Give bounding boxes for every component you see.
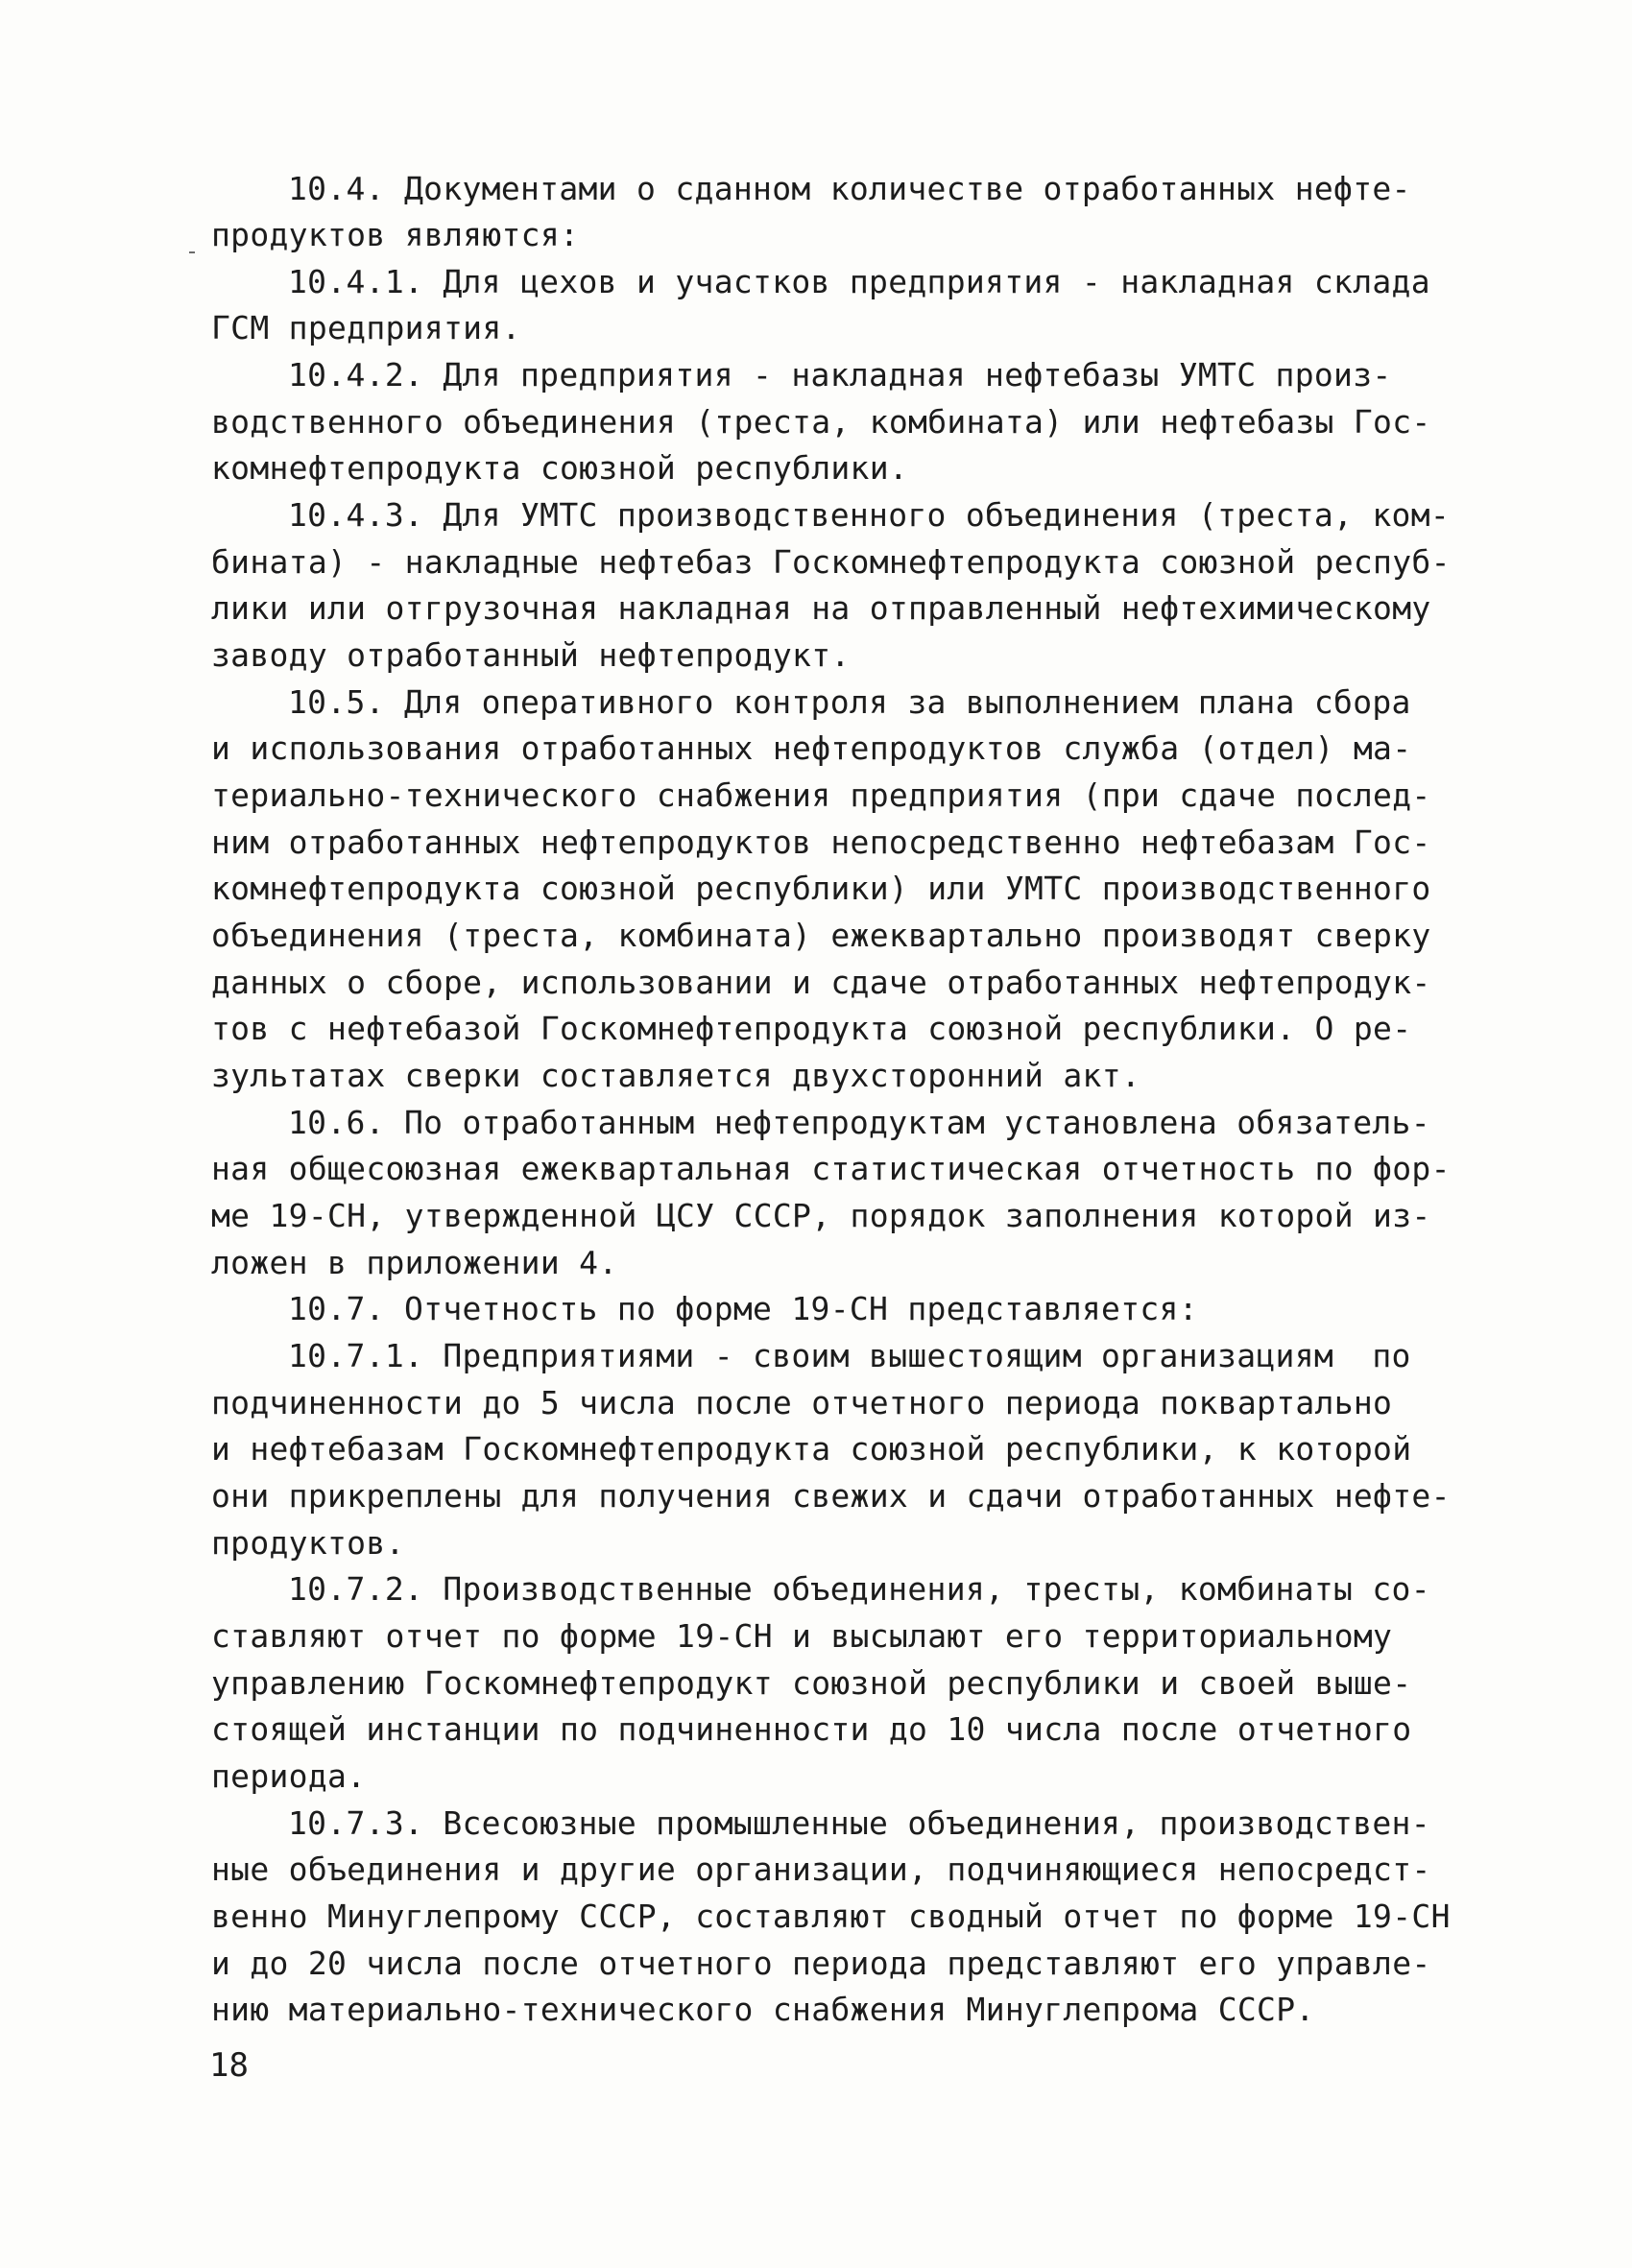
text-line: и использования отработанных нефтепродуктов служба (отдел) ма- [211, 729, 1412, 767]
text-line: стоящей инстанции по подчиненности до 10 числа после отчетного [211, 1710, 1412, 1748]
text-line: ГСМ предприятия. [211, 309, 521, 346]
text-line: бината) - накладные нефтебаз Госкомнефтепродукта союзной респуб- [211, 543, 1451, 581]
text-line: водственного объединения (треста, комбината) или нефтебазы Гос- [211, 403, 1431, 441]
text-line: заводу отработанный нефтепродукт. [211, 636, 851, 674]
text-line: и до 20 числа после отчетного периода представляют его управле- [211, 1945, 1431, 1982]
text-line: лики или отгрузочная накладная на отправленный нефтехимическому [211, 589, 1431, 627]
text-line: тов с нефтебазой Госкомнефтепродукта союзной республики. О ре- [211, 1010, 1412, 1047]
text-line: подчиненности до 5 числа после отчетного периода поквартально [211, 1384, 1393, 1421]
text-line: управлению Госкомнефтепродукт союзной республики и своей выше- [211, 1664, 1412, 1702]
text-line: 10.4.1. Для цехов и участков предприятия - накладная склада [288, 263, 1430, 300]
text-line: 10.7.2. Производственные объединения, тресты, комбинаты со- [288, 1570, 1430, 1608]
text-line: продуктов. [211, 1524, 405, 1562]
text-line: ставляют отчет по форме 19-СН и высылают его территориальному [211, 1617, 1393, 1655]
text-line: ним отработанных нефтепродуктов непосредственно нефтебазам Гос- [211, 824, 1431, 861]
text-line: 10.4. Документами о сданном количестве отработанных нефте- [288, 170, 1411, 207]
text-line: продуктов являются: [211, 216, 580, 253]
text-line: они прикреплены для получения свежих и сдачи отработанных нефте- [211, 1477, 1451, 1515]
text-line: 10.7. Отчетность по форме 19-СН представляется: [288, 1290, 1198, 1327]
text-line: зультатах сверки составляется двухсторонний акт. [211, 1057, 1141, 1094]
scan-speck [189, 251, 195, 253]
text-line: объединения (треста, комбината) ежеквартально производят сверку [211, 917, 1431, 954]
text-line: териально-технического снабжения предприятия (при сдаче послед- [211, 776, 1431, 814]
text-line: венно Минуглепрому СССР, составляют сводный отчет по форме 19-СН [211, 1898, 1451, 1935]
text-line: 10.7.3. Всесоюзные промышленные объединения, производствен- [288, 1804, 1430, 1842]
text-line: 10.4.2. Для предприятия - накладная нефтебазы УМТС произ- [288, 356, 1392, 394]
text-line: 10.6. По отработанным нефтепродуктам установлена обязатель- [288, 1104, 1430, 1141]
text-line: нию материально-технического снабжения Минуглепрома СССР. [211, 1991, 1315, 2028]
text-line: данных о сборе, использовании и сдаче отработанных нефтепродук- [211, 964, 1431, 1001]
text-line: комнефтепродукта союзной республики. [211, 449, 909, 487]
page-number: 18 [209, 2046, 249, 2085]
text-line: и нефтебазам Госкомнефтепродукта союзной республики, к которой [211, 1430, 1412, 1468]
text-line: ная общесоюзная ежеквартальная статистическая отчетность по фор- [211, 1150, 1451, 1187]
text-line: 10.7.1. Предприятиями - своим вышестоящим организациям по [288, 1337, 1411, 1374]
text-line: периода. [211, 1757, 367, 1795]
text-line: 10.5. Для оперативного контроля за выполнением плана сбора [288, 683, 1411, 721]
text-line: ные объединения и другие организации, подчиняющиеся непосредст- [211, 1850, 1431, 1888]
text-line: ложен в приложении 4. [211, 1244, 618, 1281]
text-line: комнефтепродукта союзной республики) или УМТС производственного [211, 870, 1431, 907]
text-line: 10.4.3. Для УМТС производственного объединения (треста, ком- [288, 496, 1451, 534]
text-line: ме 19-СН, утвержденной ЦСУ СССР, порядок заполнения которой из- [211, 1197, 1431, 1234]
